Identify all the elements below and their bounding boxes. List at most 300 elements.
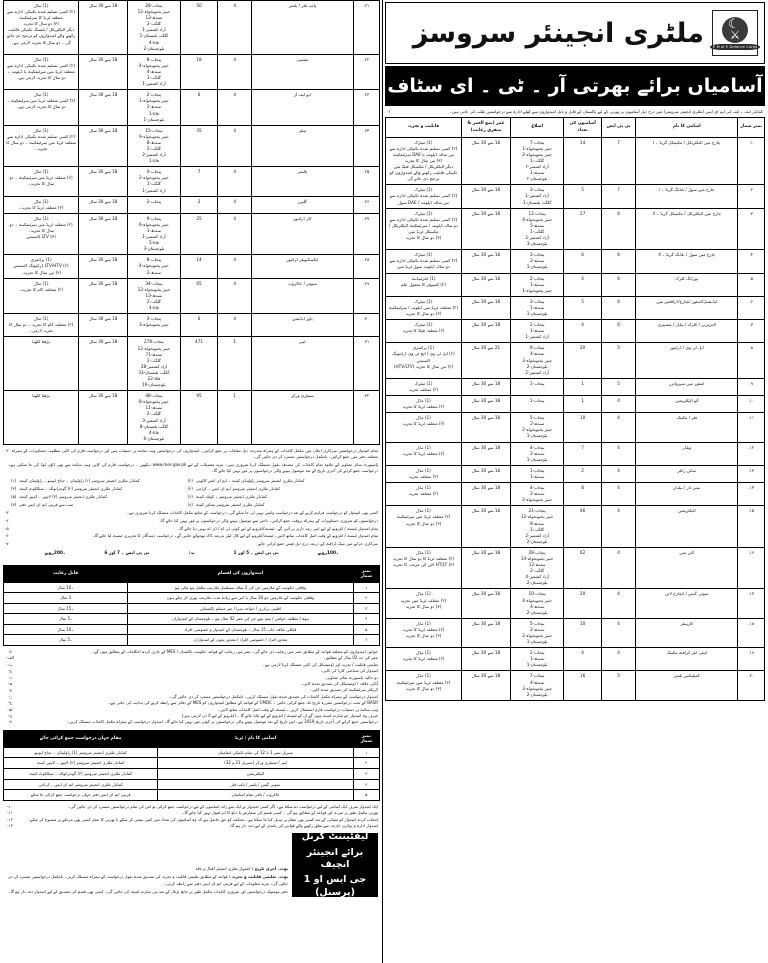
right-column [382,0,768,963]
intro-text: کمانڈر ایف ۔ ایف کی ایم ای ایس (ملٹری انجینئر سروسز) میں درج ذیل آسامیوں پر بھرتی کے لیے پاکستان کے قابل و تابل امیدواروں سے کھلے ادارہ سے درخواستیں طلب کی جاتی ہیں۔ [449,109,763,114]
table-row [386,396,765,413]
cell-age-limit: 18 سے 30 سال [461,273,510,296]
cell-age-limit: 18 سے 30 سال [461,250,510,273]
cell-post-name: ایکسکیویٹر ڈرائیور [252,255,354,278]
cell-post-count: 20 [564,589,602,618]
age-relaxation-table [3,565,380,647]
cell-bps: 7 [602,137,636,185]
footer-notes [5,866,288,898]
organization-title: ملٹری انجینئر سروسز [412,17,704,49]
cell-bps: 4 [218,196,252,213]
cell-quota-distribution: پنجاب-21 خیبر پختونخواہ-12 سندھ-8 گلگت-1 آزاد کشمیر-2 بلوچستان-2 [511,506,564,548]
cell-bps: 4 [602,506,636,548]
cell-qualification: (1) مڈل (۲) متعلقہ ٹریڈ کا تجربہ [386,396,462,413]
relax-th-val: قابل رعایت [4,565,128,582]
cell-serial-number: ۵. [738,273,765,296]
cell-qualification: پڑھنا لکھنا [4,337,79,391]
table-row [386,618,765,647]
cell-serial-number: ۲۲. [353,54,379,89]
table-row [4,337,380,391]
cell-submission-office: کمانڈر ملٹری انجینئر سروسز (۳) گوجرانوالہ ۔ سیالکوٹ کینٹ [4,768,158,779]
cell-serial-number: ۲۶. [353,196,379,213]
relax-note-marker: ۸- [8,649,12,655]
instructions-list-b [5,804,378,830]
cell-bps: 4 [218,54,252,89]
cell-qualification: (1) مڈل (۲) متعلقہ ٹریڈ کا دو سال کا تجربہ (۳) HT/LT لائن کی مرمت کا تجربہ [386,547,462,589]
cell-bps: 1 [218,391,252,445]
cell-qualification: (1) میٹرک (۲) کسی تسلیم شدہ تکنیکی ادارہ سے تین سالہ ڈپلومہ یا DAE سرٹیفکیٹ (۳) تین سال کا تجربہ دیگر الیکٹریکل / مکینیکل فیلڈ میں تکنیکی قابلیت رکھنے والے امیدواروں کو ترجیح دی جائے گی [386,137,462,185]
th-posts: آسامیوں کی تعداد [564,118,602,137]
submission-location-marker: (۴) [187,485,193,491]
cell-serial-number: ۲۴. [353,125,379,167]
relax-th-sr: نمبر شمار [353,565,379,582]
cell-quota-distribution: پنجاب-8 خیبر پختونخواہ-4 سندھ-4 گلگت-1 آزاد کشمیر-1 [128,54,181,89]
table-header-row [386,118,765,137]
table-row [4,790,380,801]
cell-category: اقلیتی برادری / خواجہ سرا / غیر مسلم پاکستانی [128,603,354,614]
cell-serial-number: ۳۰. [353,314,379,337]
table-row [4,213,380,255]
cell-bps: 4 [218,213,252,255]
cell-serial-number: ۶ [353,635,379,646]
cell-bps: 6 [602,296,636,319]
cell-age-limit: 18 سے 30 سال [461,589,510,618]
cell-post-name: پینٹر [252,125,354,167]
submission-location-marker: (۶) [187,494,193,500]
cell-quota-distribution: پنجاب-2 سندھ-1 بلوچستان-1 [511,648,564,671]
cell-qualification: (1) میٹرک (۲) متعلقہ فیلڈ کا تجربہ [386,320,462,343]
cell-quota-distribution: پنجاب-3 آزاد کشمیر-1 گلگت بلتستان-1 [511,185,564,208]
note-item [5,526,378,532]
cell-qualification: (1) میٹرک (۲) کسی تسلیم شدہ تکنیکی ادارہ سے دو سالہ ڈپلومہ / سرٹیفکیٹ الیکٹریکل / مکینیکل ٹریڈ میں (۳) دو سال کا تجربہ [386,208,462,250]
table-row [4,635,380,646]
cell-age-limit: 18 سے 30 سال [79,1,128,55]
table-row [386,208,765,250]
cell-category: وفاقی حکومت کے ملازمین جو 18 سال یا اس سے زیادہ مدت ملازمت پوری کر چکے ہوں [128,593,354,604]
cell-post-name: پاور ایڈیشن [252,314,354,337]
table-row [4,391,380,445]
cell-age-limit: 18 سے 30 سال [461,208,510,250]
footer-note-label: نوٹ۔ آخری تاریخ : [250,865,288,871]
cell-quota-distribution: پنجاب-34 خیبر پختونخواہ-12 سندھ-13 گلگت-2 فاٹا-4 [128,278,181,313]
cell-bps: 6 [602,208,636,250]
submission-location-text: کمانڈر ملٹری انجینئر سروسز ۔ کوئٹہ کینٹ [195,494,267,500]
cell-post-count: 18 [180,54,218,89]
cell-age-limit: 18 سے 30 سال [79,125,128,167]
cell-serial-number: ۲۱. [353,1,379,55]
fee-amount-2: ۔200روپے [44,550,66,556]
table-row [4,167,380,196]
cell-quota-distribution: پنجاب-4 خیبر پختونخواہ-2 گلگت-1 آزاد کشمیر-1 [128,167,181,196]
cell-submission-office: قریبی ایم ای ایس دفتر جہاں درخواست جمع کرائی جا سکے [4,790,158,801]
footer-note-text: اشتہار ملٹری انجینئر اقبال و نافذ [195,865,251,871]
submission-location-text: کمانڈر ملٹری انجینئر سروسز (۳) لاہور ۔ لاہور کینٹ [19,494,107,500]
cell-post-name: چارج مین سول / بلڈنگ گریڈ ۔ ا [636,185,738,208]
cell-post-count: 35 [180,125,218,167]
instruction-item-text: تعلیمی قابلیت / تجربہ اور ڈومیسائل کی کاپی منسلک کرنا لازمی ہے۔ [262,661,378,667]
cell-serial-number: ۱۲. [738,442,765,465]
cell-post-name: پالشر [252,167,354,196]
footer-note [5,866,288,872]
th-post: اسامی کا نام [636,118,738,137]
cell-serial-number: ۱۸. [738,618,765,647]
cell-serial-number: ۲۵. [353,167,379,196]
cell-serial-number: ۷. [738,320,765,343]
cell-post-count: 16 [564,671,602,700]
cell-relaxation-value: ۔15 سال [4,603,128,614]
cell-post-name: چارج مین الیکٹریکل / مکینیکل گریڈ ۔ II [636,208,738,250]
note-item-text: تمام امیدوار درخواستیں سرکاری اعلان میں مکمل کاغذات کے ہمراہ مندرجہ ذیل مقامات پر جمع کرائیں۔ امیدواروں کی درخواستیں ویب سائٹ پر دستیاب ہیں اور درخواست فارم کی کاپی مطلوبہ دستاویزات کے ہمراہ متعلقہ دفتر میں جمع کرائیں۔ نامکمل درخواستیں مسترد کر دی جائیں گی۔ [11,447,378,460]
instruction-item-text: عمر کی حد 02 سال کے مطابق۔ [323,655,378,661]
cell-post-group: الیکٹریشن [158,768,354,779]
cell-post-name: چارج مین الیکٹریکل / مکینیکل گریڈ ۔ ا [636,137,738,185]
cell-age-limit: 18 سے 30 سال [79,278,128,313]
cell-bps: 4 [218,255,252,278]
submission-location-item [188,478,365,484]
submission-location-item [11,478,188,484]
note-item-marker: ۴- [5,518,9,524]
docs-th-sr: نمبر شمار [353,730,379,747]
cell-quota-distribution: پنجاب-3 سندھ-1 بلوچستان-1 [511,296,564,319]
cell-quota-distribution: پنجاب-10 خیبر پختونخواہ-4 سندھ-4 بلوچستان-2 [511,589,564,618]
cell-post-group: خاکروب / باقی تمام اسامیاں [158,790,354,801]
masthead [385,2,765,64]
cell-post-name: کمپلیکس پلمبر [636,671,738,700]
table-row [4,196,380,213]
cell-serial-number: ۹. [738,378,765,395]
cell-post-count: 95 [180,391,218,445]
deadline-note-row [5,719,378,725]
fee-note-row [5,541,378,547]
cell-age-limit: 18 سے 30 سال [461,483,510,506]
cell-bps: 4 [602,483,636,506]
cell-serial-number: ۴. [738,250,765,273]
docs-th-req: مقام جہاں درخواست جمع کرائی جائے [4,730,158,747]
cell-relaxation-value: ۔10 سال [4,624,128,635]
instruction-item-marker: ھ- [7,681,13,687]
fee-note-text: سرکاری خزانے میں بینک ڈرافٹ کے ذریعہ درج ذیل فیس جمع کرائی جائے : [255,541,378,547]
instruction-item-marker: ج- [7,668,13,674]
cell-bps: 4 [602,396,636,413]
note-item-marker: ۵- [5,525,9,531]
cell-qualification: (1) پرائمری (۲) LTV/HTV ڈرائیونگ لائسنس (۳) تین سال کا تجربہ۔ [4,255,79,278]
cell-qualification: (1) میٹرک (۲) متعلقہ تجربہ [386,378,462,395]
cell-quota-distribution: پنجاب-5 سندھ-2 خیبر پختونخواہ-2 بلوچستان-1 [511,413,564,442]
cell-quota-distribution: پنجاب-2 [128,196,181,213]
cell-serial-number: ۱ [353,582,379,593]
cell-serial-number: ۵ [353,624,379,635]
cell-quota-distribution: پنجاب-48 خیبر پختونخواہ-8 سندھ-11 گلگت-2 آزاد کشمیر-3 گلگت بلتستان-8 فاٹا-4 بلوچستان-6 [128,391,181,445]
cell-quota-distribution: پنجاب-3 خیبر پختونخواہ-3 [128,314,181,337]
submission-location-marker: (۷) [11,502,17,508]
cell-qualification: (1) میٹرک (۲) متعلقہ ٹریڈ میں ڈپلومہ / سرٹیفکیٹ (۳) دو سال کا تجربہ [386,296,462,319]
cell-post-name: ایو ایف آر [252,90,354,125]
signature-line-3: جی ایس او 1 (پرسنل) [303,874,367,898]
table-row [4,758,380,769]
cell-qualification: (1) مڈل (۲) متعلقہ ٹریڈ میں سرٹیفکیٹ ۔ دو سال کا تجربہ۔ (۳) LTV لائسنس [4,213,79,255]
cell-post-count: 2 [564,465,602,482]
cell-age-limit: 18 سے 30 سال [79,167,128,196]
cell-quota-distribution: پنجاب-278 خیبر پختونخواہ-12 سندھ-71 گلگت-2 آزاد کشمیر-28 گلگت بلتستان-33 فاٹا-22 بلوچستان-16 [128,337,181,391]
cell-qualification: (1) مڈل (۲) متعلقہ ٹریڈ کا تجربہ [386,648,462,671]
footer-note [5,889,288,895]
cell-bps: 4 [218,90,252,125]
submission-location-text: کمانڈر ملٹری انجینئر سروسز پشاور کینٹ [195,502,265,508]
cell-qualification: (1) مڈل (۲) متعلقہ ٹریڈ میں سرٹیفکیٹ (۳) دو سال کا تجربہ [386,671,462,700]
cell-age-limit: 18 سے 30 سال [461,137,510,185]
cell-category: وفاقی حکومت کے ملازمین جن کی 2 سالہ مسلسل ملازمت مکمل ہو چکی ہو [128,582,354,593]
cell-serial-number: ۱۳. [738,465,765,482]
fee-amounts-row [5,549,378,561]
instruction-item-text: انتخاب کردہ امیدوار کو تعیناتی کے بعد کسی بھی مقام پر تبدیل کیا جا سکتا ہے۔ محکمہ کو حق حاصل ہے کہ وہ اسامیوں کی تعداد میں کمی بیشی کر سکے یا بھرتی کا عمل کسی بھی مرحلے پر منسوخ کر سکے۔ [27,816,378,822]
cell-qualification: (1) مڈل (۲) متعلقہ ٹریڈ کا تجربہ (۳) دو سال کا تجربہ [386,618,462,647]
cell-serial-number: ۲ [353,758,379,769]
cell-post-name: لائن مین [636,547,738,589]
instruction-item-marker: الف- [6,655,14,661]
cell-qualification: (1) مڈل (۲) کسی متعلقہ ٹریڈ میں سرٹیفکیٹ ۔ دو سال کا تجربہ لازمی ہے۔ [4,90,79,125]
cell-post-name: نمبر دار / بیلدار [636,483,738,506]
instruction-item-text: بھرتی مکمل طور پر میرٹ اور قواعد کے مطابق ہو گی ۔ کسی قسم کی سفارش یا دباؤ کا اثر قبول نہیں کیا جائے گا۔ [182,810,378,816]
submission-location-marker: (۵) [11,494,17,500]
cell-quota-distribution: پنجاب-8 خیبر پختونخواہ-4 سندھ-2 [128,255,181,278]
table-row [386,185,765,208]
cell-bps: 5 [602,343,636,378]
cell-post-count: 5 [564,185,602,208]
relax-rows [4,582,380,646]
cell-post-name: پائپ فٹر / پلمبر [252,1,354,55]
th-sr: نمبر شمار [738,118,765,137]
table-row [4,1,380,55]
cell-serial-number: ۱۷. [738,589,765,618]
cell-post-count: 4 [564,320,602,343]
note-item-text: تمام امیدوار ٹیسٹ / انٹرویو کے لیے اپنی زمہ داری پر آئیں گے۔ ٹیسٹ/انٹرویو کے لیے کوئی ٹی اے / ڈی اے نہیں دیا جائے گا۔ [177,525,378,531]
deadline-text: درخواستیں جمع کرانے کی آخری تاریخ 2019 ہے۔ اس تاریخ کے بعد موصول ہونے والی درخواستوں پر کوئی غور نہیں کیا جائے گا۔ امیدوار درخواست کے ہمراہ مکمل کاغذات منسلک کریں۔ [66,719,378,725]
cell-bps: 4 [602,648,636,671]
fee-suffix: بہ: [188,550,195,556]
submission-location-marker: (۳) [11,485,17,491]
cell-serial-number: ۲۷. [353,213,379,255]
notes-list [5,448,378,474]
cell-quota-distribution: پنجاب-4 سندھ-2 بلوچستان-1 [511,442,564,465]
note-item [5,533,378,539]
cell-quota-distribution: پنجاب-28 خیبر پختونخواہ-14 سندھ-12 گلگت-2 آزاد کشمیر-4 بلوچستان-2 [511,547,564,589]
th-quota: اضلاع [511,118,564,137]
cell-qualification: (1) مڈل (۲) کسی تسلیم شدہ تکنیکی ادارہ سے متعلقہ ٹریڈ کا سرٹیفکیٹ (۳) دو سال کا تجربہ دیگر الیکٹریکل / پلمبنگ تکنیکی قابلیت رکھنے والے امیدواروں کو ترجیح دی جائے گی ۔ دو سال کا تجربہ لازمی ہے۔ [4,1,79,55]
instruction-item [5,823,378,829]
cell-qualification: (1) میٹرک (۲) کسی تسلیم شدہ تکنیکی ادارہ سے تین سالہ ڈپلومہ / DAE سول [386,185,462,208]
cell-post-name: آٹو الیکٹریشن [636,396,738,413]
cell-post-name: اسٹور میں سپروائزر [636,378,738,395]
note-item-marker: ۲- [5,447,9,453]
table-row [386,442,765,465]
instruction-item-marker: ۱۲- [7,816,13,822]
cell-post-name: کارپینٹر [636,618,738,647]
cell-serial-number: ۱ [353,747,379,758]
relax-th-cat: امیدواروں کی اقسام [128,565,354,582]
cell-serial-number: ۴ [353,779,379,790]
cell-category: قبائلی علاقہ جات 15 سال ۔ بلوچستان کے امیدوار و خصوصی افراد [128,624,354,635]
cell-post-name: ایڈیشنل/اسٹور انچارج/ڈرافٹس مین [636,296,738,319]
crest-emblem-icon [722,17,748,43]
crest-ribbon-label: E M of E Defence Corps [710,44,760,50]
cell-qualification: (1) مڈل (۲) متعلقہ ٹریڈ میں تجربہ (۳) دو سال کا تجربہ [386,589,462,618]
cell-quota-distribution: پنجاب-4 سندھ-2 خیبر پختونخواہ-2 [511,483,564,506]
cell-quota-distribution: پنجاب-12 خیبر پختونخواہ-4 سندھ-5 گلگت-1 آزاد کشمیر-2 بلوچستان-3 [511,208,564,250]
table-row [4,54,380,89]
cell-post-name: الیکٹریشن [636,506,738,548]
cell-bps: 7 [602,185,636,208]
footer-note [5,874,288,887]
cell-serial-number: ۳ [353,603,379,614]
cell-post-count: 7 [180,167,218,196]
cell-category: معذور افراد / خصوصی افراد / معذور بچوں کے امیدواران [128,635,354,646]
cell-relaxation-value: ۔5 سال [4,635,128,646]
cell-serial-number: ۲۸. [353,255,379,278]
cell-post-group: سوئی گیس / پلمبر / پائپ فٹر [158,779,354,790]
cell-age-limit: 18 سے 30 سال [461,442,510,465]
cell-post-count: 8 [564,483,602,506]
instruction-item-text: ویب سائٹ پر دستیاب درخواست فارم استعمال کریں ۔ ٹیسٹ کے وقت اصل کاغذات ساتھ لائیں۔ [217,706,378,712]
instruction-item-text: کریکٹر سرٹیفکیٹ کی تصدیق شدہ کاپی۔ [309,687,378,693]
signature-block [292,833,378,897]
mes-crest-icon [712,10,758,56]
cell-post-name: کار ڈرائیور [252,213,354,255]
instruction-item-marker: ۱۳- [7,822,13,828]
cell-qualification: (1) مڈل (۲) متعلقہ تجربہ [386,483,462,506]
cell-serial-number: ۳۲. [353,391,379,445]
cell-age-limit: 18 سے 30 سال [79,213,128,255]
cell-post-count: 6 [180,314,218,337]
cell-post-count: 65 [180,278,218,313]
cell-quota-distribution: پنجاب-2 سندھ-1 آزاد کشمیر-1 [511,320,564,343]
docs-header-row [4,730,380,747]
cell-qualification: (1) مڈل (۲) متعلقہ کام کا تجربہ۔ [4,278,79,313]
cell-qualification: (1) مڈل (۲) متعلقہ ٹریڈ کا تجربہ [386,413,462,442]
cell-relaxation-value: ۔10 سال [4,582,128,593]
cell-post-count: 50 [180,1,218,55]
instruction-item-text: دو حالیہ پاسپورٹ سائز تصاویر۔ [324,674,378,680]
submission-locations-list [5,476,378,511]
fee-note-marker: ۷- [5,541,9,547]
cell-age-limit: 18 سے 30 سال [79,314,128,337]
table-row [386,483,765,506]
submission-location-item [11,502,188,508]
table-row [386,296,765,319]
cell-qualification: (1) مڈل (۲) متعلقہ کام کا تجربہ ۔ دو سال کا تجربہ لازمی۔ [4,314,79,337]
cell-quota-distribution: پنجاب-1 سندھ-1 [511,465,564,482]
instruction-item-text: امیدوار کی شناختی کارڈ کی کاپی۔ [320,668,378,674]
vacancy-banner: آسامیاں برائے بھرتی آر ۔ ٹی ۔ ای سٹاف [385,66,765,106]
cell-serial-number: ۱۰. [738,396,765,413]
cell-bps: 4 [602,465,636,482]
cell-age-limit: 18 سے 30 سال [79,337,128,391]
instruction-item-marker: ط- [7,706,13,712]
cell-post-count: 4 [564,648,602,671]
vacancy-table-left [3,0,380,445]
cell-quota-distribution: پنجاب-7 خیبر پختونخواہ-1 خیبر پختونخواہ-2 گلگت-1 آزاد کشمیر-۲ سندھ-1 بلوچستان-۲ [511,137,564,185]
cell-post-count: 20 [564,343,602,378]
cell-post-group: لیبر / سینٹری ورکر (سیریل 31 و 32) [158,758,354,769]
cell-qualification: (1) مڈل (۲) متعلقہ ٹریڈ کا تجربہ [386,442,462,465]
cell-post-count: 62 [564,547,602,589]
instruction-item-marker: ب- [7,661,13,667]
cell-relaxation-value: ۔5 سال [4,614,128,625]
cell-bps: 4 [602,618,636,647]
cell-serial-number: ۳. [738,208,765,250]
table-row [4,90,380,125]
instruction-item-marker: ز- [8,693,12,699]
table-row [4,768,380,779]
cell-post-count: 46 [564,506,602,548]
cell-post-name: سوئی گیس / انچارج لائن [636,589,738,618]
table-row [386,671,765,700]
cell-qualification: (1) مڈل (۲) کسی تسلیم شدہ تکنیکی ادارہ سے متعلقہ ٹریڈ میں سرٹیفکیٹ ۔ دو سال کا تجربہ۔ [4,125,79,167]
cell-serial-number: ۲۹. [353,278,379,313]
cell-post-count: 4 [564,273,602,296]
submission-table [3,730,380,801]
cell-bps: 4 [602,547,636,589]
table-row [386,648,765,671]
cell-age-limit: 18 سے 30 سال [79,54,128,89]
cell-serial-number: ۱۴. [738,483,765,506]
cell-qualification: (1) مڈل (۲) متعلقہ ٹریڈ میں سرٹیفکیٹ ۔ دو سال کا تجربہ۔ [4,167,79,196]
cell-serial-number: ۴ [353,614,379,625]
deadline-marker: ۹- [8,719,12,725]
cell-submission-office: کمانڈر ملٹری انجینئر سروسز (1) راولپنڈی ۔ جناح ایونیو [4,747,158,758]
table-row [386,137,765,185]
relax-note-text: خواتین امیدواروں کو متعلقہ قواعد کے مطابق عمر میں رعایت دی جائے گی۔ عمر میں رعایت کے قواعد حکومت پاکستان / MES کے جاری کردہ احکامات کے مطابق ہوں گے۔ [92,649,378,655]
cell-post-name: لیبر [252,337,354,391]
cell-post-group: سیریل نمبر 1 تا 12 کی تمام تکنیکی اسامیاں [158,747,354,758]
cell-bps: 6 [602,250,636,273]
submission-location-text: سب سے قریبی ایم ای ایس دفتر [19,502,74,508]
cell-serial-number: ۵ [353,790,379,801]
cell-serial-number: ۲. [738,185,765,208]
submission-location-text: کمانڈر ملٹری انجینئر سروسز راولپنڈی کینٹ ۔ ایم ای ایس کالونی [195,477,305,483]
instruction-item-marker: ی- [7,712,13,718]
cell-post-count: 10 [564,618,602,647]
cell-serial-number: ۸. [738,343,765,378]
note-item [5,448,378,460]
cell-bps: 4 [218,167,252,196]
cell-post-name: سائن رائٹر [636,465,738,482]
cell-bps: 6 [602,273,636,296]
cell-serial-number: ۱۹. [738,648,765,671]
submission-location-text: کمانڈر ملٹری انجینئر سروسز ایم ای ایس ۔ کراچی [195,485,281,491]
cell-bps: 6 [602,320,636,343]
cell-post-name: سینٹری ورکر [252,391,354,445]
cell-submission-office: کمانڈر ملٹری انجینئر سروسز (۲) لاہور ۔ لاہور کینٹ [4,758,158,769]
cell-post-count: 6 [180,90,218,125]
note-item-text: تمام امیدوار ٹیسٹ / انٹرویو کے وقت اصل کاغذات ساتھ لائیں۔ ٹیسٹ/انٹرویو کے لیے کال لیٹر بذریعہ ڈاک بھجوائے جائیں گے۔ درخواست دہندگان کا تحریری ٹیسٹ لیا جائے گا۔ [92,533,378,539]
vacancy-rows-right [386,137,765,700]
cell-quota-distribution: پنجاب-1 [511,378,564,395]
cell-age-limit: 18 سے 30 سال [461,506,510,548]
cell-serial-number: ۲۳. [353,90,379,125]
cell-submission-office: کمانڈر ملٹری انجینئر سروسز ایم ای ایس ۔ کراچی [4,779,158,790]
note-item-text: درخواستوں کو ضروری دستاویزات کے ہمراہ بروقت جمع کرائیں۔ تاخیر سے موصول ہونے والی درخواستوں پر غور نہیں کیا جائے گا۔ [158,518,378,524]
table-row [386,506,765,548]
relax-header-row [4,565,380,582]
table-row [386,465,765,482]
vacancy-table-right [385,117,765,701]
cell-post-name: سوئپر / خاکروب [252,278,354,313]
cell-age-limit: 18 سے 30 سال [461,296,510,319]
instruction-item-marker: و- [8,687,12,693]
cell-quota-distribution: پنجاب-2 خیبر پختونخواہ-1 سندھ-2 فاٹا-1 بلوچستان-1 [128,90,181,125]
cell-post-count: 1 [564,378,602,395]
note-item-marker: ۳- [5,510,9,516]
